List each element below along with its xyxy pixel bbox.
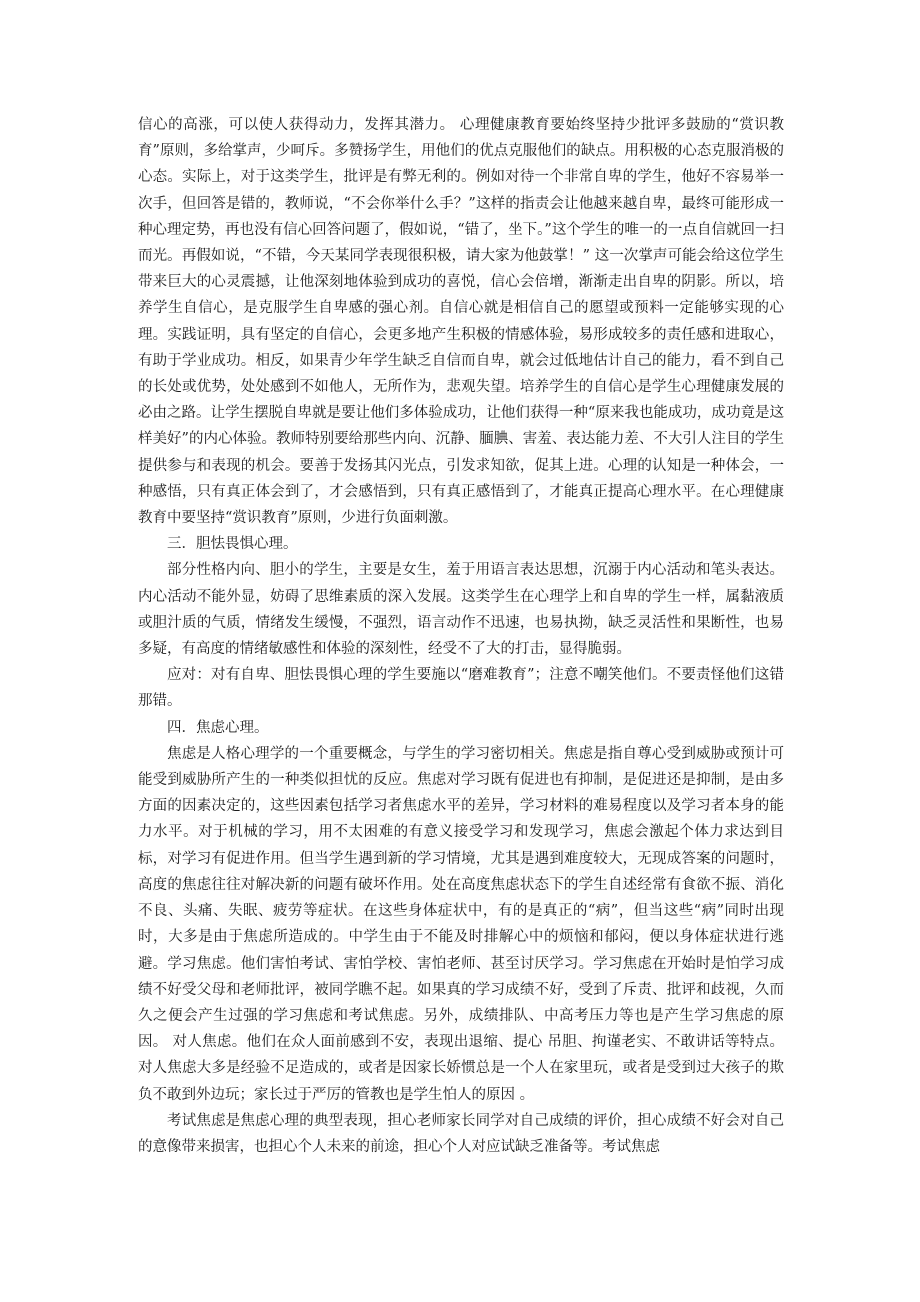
paragraph-anxiety: 焦虑是人格心理学的一个重要概念，与学生的学习密切相关。焦虑是指自尊心受到威胁或预计可能受到威胁所产生的一种类似担忧的反应。焦虑对学习既有促进也有抑制，是促进还是抑制，是由多方面的因素决定的，这些因素包括学习者焦虑水平的差异，学习材料的难易程度以及学习者本身的能力水平。对于机械的学习，用不太困难的有意义接受学习和发现学习，焦虑会激起个体力求达到目标，对学习有促进作用。但当学生遇到新的学习情境，尤其是遇到难度较大，无现成答案的问题时，高度的焦虑往往对解决新的问题有破坏作用。处在高度焦虑状态下的学生自述经常有食欲不振、消化不良、头痛、失眠、疲劳等症状。在这些身体症状中，有的是真正的“病”，但当这些“病”同时出现时，大多是由于焦虑所造成的。中学生由于不能及时排解心中的烦恼和郁闷，便以身体症状进行逃避。学习焦虑。他们害怕考试、害怕学校、害怕老师、甚至讨厌学习。学习焦虑在开始时是怕学习成绩不好受父母和老师批评，被同学瞧不起。如果真的学习成绩不好，受到了斥责、批评和歧视，久而久之便会产生过强的学习焦虑和考试焦虑。另外，成绩排队、中高考压力等也是产生学习焦虑的原因。 对人焦虑。他们在众人面前感到不安，表现出退缩、提心 吊胆、拘谨老实、不敢讲话等特点。对人焦虑大多是经验不足造成的，或者是因家长娇惯总是一个人在家里玩，或者是受到过大孩子的欺负不敢到外边玩；家长过于严厉的管教也是学生怕人的原因 。 bbox=[138, 745, 784, 1103]
paragraph-exam-anxiety: 考试焦虑是焦虑心理的典型表现，担心老师家长同学对自己成绩的评价，担心成绩不好会对自己的意像带来损害，也担心个人未来的前途，担心个人对应试缺乏准备等。考试焦虑 bbox=[138, 1112, 784, 1155]
document-page bbox=[138, 112, 784, 1160]
section-heading-anxiety: 四．焦虑心理。 bbox=[167, 719, 269, 736]
paragraph-timidity: 部分性格内向、胆小的学生，主要是女生，羞于用语言表达思想，沉溺于内心活动和笔头表达。内心活动不能外显，妨碍了思维素质的深入发展。这类学生在心理学上和自卑的学生一样，属黏液质或胆汁质的气质，情绪发生缓慢，不强烈，语言动作不迅速，也易执拗，缺乏灵活性和果断性，也易多疑，有高度的情绪敏感性和体验的深刻性，经受不了大的打击，显得脆弱。 bbox=[138, 562, 784, 658]
section-heading-timidity: 三．胆怯畏惧心理。 bbox=[167, 536, 298, 553]
paragraph-response: 应对：对有自卑、胆怯畏惧心理的学生要施以“磨难教育”；注意不嘲笑他们。不要责怪他们这错那错。 bbox=[138, 667, 784, 710]
paragraph-confidence: 信心的高涨，可以使人获得动力，发挥其潜力。 心理健康教育要始终坚持少批评多鼓励的“赏识教育”原则，多给掌声，少呵斥。多赞扬学生，用他们的优点克服他们的缺点。用积极的心态克服消极的心态。实际上，对于这类学生，批评是有弊无利的。例如对待一个非常自卑的学生，他好不容易举一次手，但回答是错的，教师说，“不会你举什么手？”这样的指责会让他越来越自卑，最终可能形成一种心理定势，再也没有信心回答问题了，假如说，“错了，坐下。”这个学生的唯一的一点自信就回一扫而光。再假如说，“不错，今天某同学表现很积极，请大家为他鼓掌！” 这一次掌声可能会给这位学生带来巨大的心灵震撼，让他深刻地体验到成功的喜悦，信心会倍增，渐渐走出自卑的阴影。所以，培养学生自信心，是克服学生自卑感的强心剂。自信心就是相信自己的愿望或预料一定能够实现的心理。实践证明，具有坚定的自信心，会更多地产生积极的情感体验，易形成较多的责任感和进取心，有助于学业成功。相反，如果青少年学生缺乏自信而自卑，就会过低地估计自己的能力，看不到自己的长处或优势，处处感到不如他人，无所作为，悲观失望。培养学生的自信心是学生心理健康发展的必由之路。让学生摆脱自卑就是要让他们多体验成功，让他们获得一种“原来我也能成功，成功竟是这样美好”的内心体验。教师特别要给那些内向、沉静、腼腆、害羞、表达能力差、不大引人注目的学生提供参与和表现的机会。要善于发扬其闪光点，引发求知欲，促其上进。心理的认知是一种体会，一种感悟，只有真正体会到了，才会感悟到，只有真正感悟到了，才能真正提高心理水平。在心理健康教育中要坚持“赏识教育”原则，少进行负面刺激。 bbox=[138, 117, 784, 527]
